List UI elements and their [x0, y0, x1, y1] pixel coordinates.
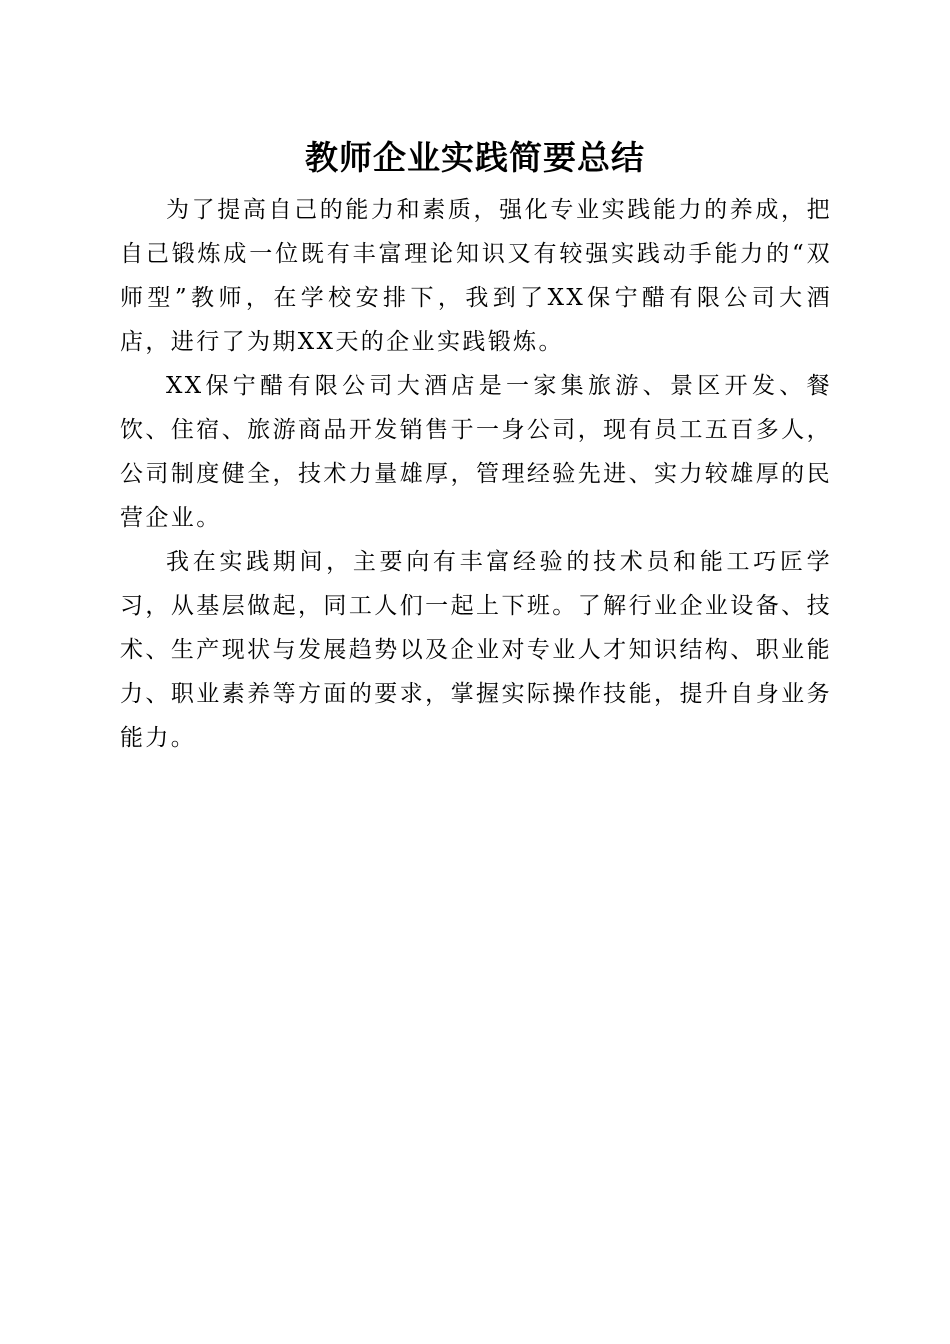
paragraph-company: XX保宁醋有限公司大酒店是一家集旅游、景区开发、餐饮、住宿、旅游商品开发销售于一身公司，现有员工五百多人，公司制度健全，技术力量雄厚，管理经验先进、实力较雄厚的民营企业。 — [120, 373, 832, 531]
paragraph-practice: 我在实践期间，主要向有丰富经验的技术员和能工巧匠学习，从基层做起，同工人们一起上下班。了解行业企业设备、技术、生产现状与发展趋势以及企业对专业人才知识结构、职业能力、职业素养等方面的要求，掌握实际操作技能，提升自身业务能力。 — [120, 549, 832, 751]
document-title: 教师企业实践简要总结 — [305, 138, 645, 177]
document-body — [120, 188, 832, 760]
paragraph-intro: 为了提高自己的能力和素质，强化专业实践能力的养成，把自己锻炼成一位既有丰富理论知识又有较强实践动手能力的“双师型”教师，在学校安排下，我到了XX保宁醋有限公司大酒店，进行了为期XX天的企业实践锻炼。 — [120, 197, 832, 355]
